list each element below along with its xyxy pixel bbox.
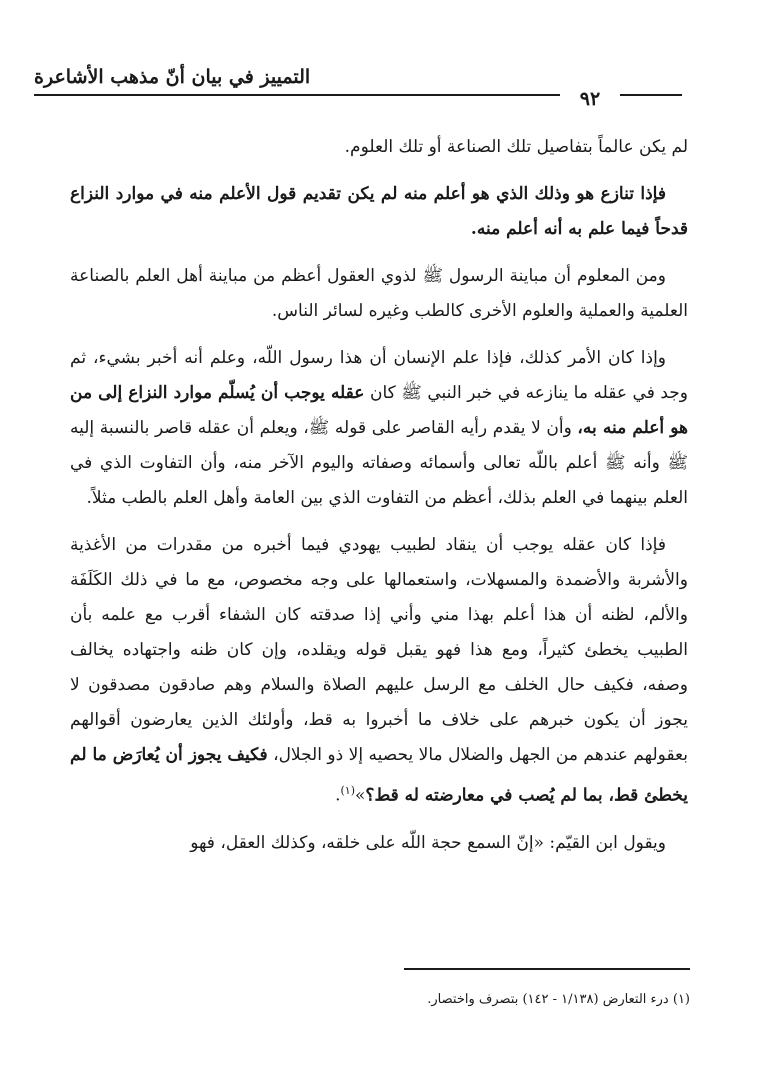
paragraph-4-part-a: وإذا كان الأمر كذلك، فإذا علم الإنسان أن هذا رسول اللّه، وعلم أنه أخبر بشيء، ثم وجد في عقله ما ينازعه في خبر النبي ﷺ كان <box>70 348 689 403</box>
paragraph-5 <box>70 528 688 814</box>
paragraph-4 <box>70 341 688 516</box>
paragraph-5-emphasis: فكيف يجوز أن يُعارَض ما لم يخطئ قط، بما لم يُصب في معارضته له قط؟ <box>70 745 688 806</box>
paragraph-5-part-a: فإذا كان عقله يوجب أن ينقاد لطبيب يهودي فيما أخبره من مقدرات من الأغذية والأشربة والأضمدة والمسهلات، واستعمالها على وجه مخصوص، مع ما في ذلك الكَلَفَة والألم، لظنه أن هذا أعلم بهذا مني وأني إذا صدقته كان الشفاء أقرب مع علمه بأن الطبيب يخطئ كثيراً، ومع هذا فهو يقبل قوله ويقلده، وإن كان ظنه واجتهاده يخالف وصفه، فكيف حال الخلف مع الرسل عليهم الصلاة والسلام وهم صادقون مصدقون لا يجوز أن يكون خبرهم على خلاف ما أخبروا به قط، وأولئك الذين يعارضون أقوالهم بعقولهم عندهم من الجهل والضلال مالا يحصيه إلا ذو الجلال، <box>70 535 688 765</box>
paragraph-2: فإذا تنازع هو وذلك الذي هو أعلم منه لم يكن تقديم قول الأعلم منه في موارد النزاع قدحاً فيما علم به أنه أعلم منه. <box>70 184 688 239</box>
page-number: ٩٢ <box>560 86 620 112</box>
paragraph-5-end: . <box>335 785 341 806</box>
footnote-ref[interactable]: (١) <box>340 784 356 797</box>
footnote-rule <box>404 968 690 970</box>
running-title: التمييز في بيان أنّ مذهب الأشاعرة <box>34 66 311 88</box>
main-text <box>70 130 688 873</box>
paragraph-1: لم يكن عالماً بتفاصيل تلك الصناعة أو تلك العلوم. <box>344 137 688 157</box>
paragraph-4-emphasis: عقله يوجب أن يُسلّم موارد النزاع إلى من هو أعلم منه به، <box>70 383 688 438</box>
footnote-1: (١) درء التعارض (١/١٣٨ - ١٤٢) بتصرف واختصار. <box>427 992 690 1007</box>
paragraph-4-part-c: وأن لا يقدم رأيه القاصر على قوله ﷺ، ويعلم أن عقله قاصر بالنسبة إليه ﷺ وأنه ﷺ أعلم باللّه تعالى وأسمائه وصفاته واليوم الآخر منه، وأن التفاوت الذي في العلم بينهما في العلم بذلك، أعظم من التفاوت الذي بين العامة وأهل العلم بالطب مثلاً. <box>70 418 688 508</box>
closing-quote: » <box>355 785 366 806</box>
paragraph-3: ومن المعلوم أن مباينة الرسول ﷺ لذوي العقول أعظم من مباينة أهل العلم بالصناعة العلمية والعملية والعلوم الأخرى كالطب وغيره لسائر الناس. <box>70 266 688 321</box>
paragraph-6: ويقول ابن القيّم: «إنّ السمع حجة اللّه على خلقه، وكذلك العقل، فهو <box>190 832 666 853</box>
